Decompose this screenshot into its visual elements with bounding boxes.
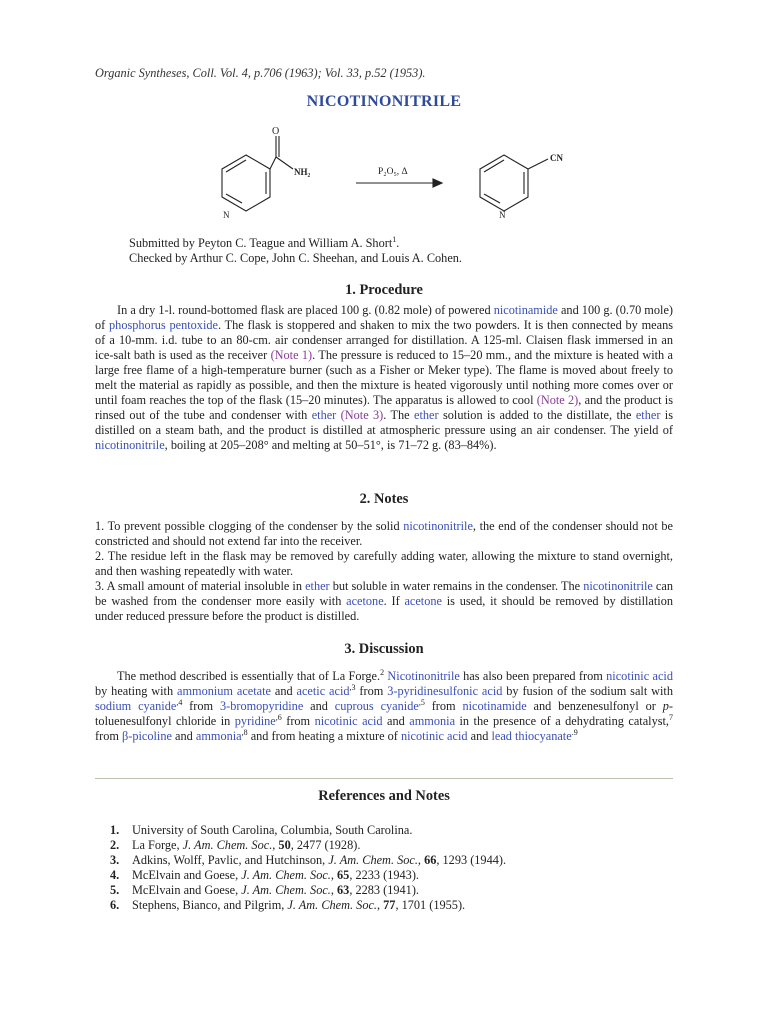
nicotinonitrile-structure (480, 155, 548, 211)
product-cyano-label: CN (550, 153, 563, 163)
link-nicotinonitrile[interactable]: Nicotinonitrile (387, 669, 460, 683)
link-acetic-acid[interactable]: acetic acid (296, 684, 350, 698)
link-note-1[interactable]: (Note 1) (270, 348, 313, 362)
submitted-by: Submitted by Peyton C. Teague and William A. Short$^1$. (129, 234, 400, 250)
link-nicotinonitrile[interactable]: nicotinonitrile (95, 438, 165, 452)
link-nicotinic-acid[interactable]: nicotinic acid (400, 729, 468, 743)
page-title: NICOTINONITRILE (306, 93, 462, 110)
link-3-bromopyridine[interactable]: 3-bromopyridine (219, 699, 304, 713)
link-ether[interactable]: ether (414, 408, 439, 422)
procedure-heading: 1. Procedure (345, 282, 423, 298)
reaction-scheme (190, 122, 590, 232)
note-2: 2. The residue left in the flask may be removed by carefully adding water, allowing the mixture to stand overnight, and then washing repeatedly with water. (95, 549, 673, 578)
link-nicotinonitrile[interactable]: nicotinonitrile (583, 579, 653, 593)
reactant-nitrogen-label: N (223, 210, 230, 220)
link-acetone[interactable]: acetone (346, 594, 384, 608)
reference-item: 6. Stephens, Bianco, and Pilgrim, J. Am. Chem. Soc., 77, 1701 (1955). (110, 898, 466, 912)
link-sodium-cyanide[interactable]: sodium cyanide (95, 699, 177, 713)
note-3: 3. A small amount of material insoluble in ether but soluble in water remains in the condenser. The nicotinonitrile can be washed from the condenser more easily with acetone. If acetone is used, it should be removed by distillation under reduced pressure before the product is distilled. (95, 579, 674, 623)
reference-item: 4. McElvain and Goese, J. Am. Chem. Soc., 65, 2233 (1943). (110, 868, 420, 882)
link-ammonia[interactable]: ammonia (409, 714, 456, 728)
references-heading: References and Notes (318, 788, 450, 804)
checked-by: Checked by Arthur C. Cope, John C. Sheehan, and Louis A. Cohen. (129, 251, 463, 265)
discussion-text: The method described is essentially that of La Forge.$^2$ Nicotinonitrile has also been prepared from nicotinic acid by heating with ammonium acetate and acetic acid$^{,3}$ from 3-pyridinesulfonic acid by fusion of the sodium salt with sodium cyanide$^{,4}$ from 3-bromopyridine and cuprous cyanide$^{,5}$ from nicotinamide and benzenesulfonyl or p-toluenesulfonyl chloride in pyridine$^{,6}$ from nicotinic acid and ammonia in the presence of a dehydrating catalyst,$^7$ from β-picoline and ammonia$^{,8}$ and from heating a mixture of nicotinic acid and lead thiocyanate$^{.9}$ (95, 667, 673, 743)
link-nicotinamide[interactable]: nicotinamide (493, 303, 558, 317)
link-beta-picoline[interactable]: β-picoline (121, 729, 172, 743)
reactant-amine-label: NH₂ (294, 167, 311, 177)
notes-heading: 2. Notes (359, 491, 409, 507)
reactant-oxygen-label: O (272, 126, 280, 137)
section-divider (95, 778, 673, 779)
link-ammonium-acetate[interactable]: ammonium acetate (176, 684, 271, 698)
link-pyridine[interactable]: pyridine (234, 714, 276, 728)
references-list (110, 823, 506, 913)
link-note-3[interactable]: (Note 3) (336, 408, 384, 422)
link-nicotinic-acid[interactable]: nicotinic acid (314, 714, 383, 728)
note-1: 1. To prevent possible clogging of the condenser by the solid nicotinonitrile, the end of the condenser should not be constricted and should not extend far into the receiver. (95, 519, 673, 548)
notes-list (95, 519, 673, 624)
link-ether[interactable]: ether (305, 579, 330, 593)
link-acetone[interactable]: acetone (404, 594, 442, 608)
product-nitrogen-label: N (499, 210, 506, 220)
nicotinamide-structure (222, 136, 293, 211)
link-3-pyridinesulfonic-acid[interactable]: 3-pyridinesulfonic acid (387, 684, 503, 698)
link-phosphorus-pentoxide[interactable]: phosphorus pentoxide (109, 318, 218, 332)
link-ether[interactable]: ether (311, 408, 337, 422)
reference-item: 2. La Forge, J. Am. Chem. Soc., 50, 2477 (1928). (110, 838, 361, 852)
reference-item: 3. Adkins, Wolff, Pavlic, and Hutchinson, J. Am. Chem. Soc., 66, 1293 (1944). (110, 853, 507, 867)
reference-item: 5. McElvain and Goese, J. Am. Chem. Soc., 63, 2283 (1941). (110, 883, 420, 897)
link-nicotinamide[interactable]: nicotinamide (462, 699, 527, 713)
link-nicotinonitrile[interactable]: nicotinonitrile (403, 519, 473, 533)
link-nicotinic-acid[interactable]: nicotinic acid (606, 669, 673, 683)
procedure-text: In a dry 1-l. round-bottomed flask are placed 100 g. (0.82 mole) of powered nicotinamide and 100 g. (0.70 mole) of phosphorus pentoxide. The flask is stoppered and shaken to mix the two powders. It is then connected by means of a 10-mm. i.d. tube to an 80-cm. air condenser arranged for distillation. A 125-ml. Claisen flask immersed in an ice-salt bath is used as the receiver (Note 1). The pressure is reduced to 15–20 mm., and the mixture is heated with a large free flame of a high-temperature burner (such as a Fisher or Meker type). The flame is moved about freely to melt the material as rapidly as possible, and then the mixture is heated vigorously until nothing more comes over or until foam reaches the top of the flask (15–20 minutes). The apparatus is allowed to cool (Note 2), and the product is rinsed out of the tube and condenser with ether (Note 3). The ether solution is added to the distillate, the ether is distilled on a steam bath, and the product is distilled at atmospheric pressure using an air condenser. The yield of nicotinonitrile, boiling at 205–208° and melting at 50–51°, is 71–72 g. (83–84%). (95, 303, 674, 452)
reaction-arrow (356, 179, 442, 187)
link-ether[interactable]: ether (635, 408, 661, 422)
link-note-2[interactable]: (Note 2) (536, 393, 579, 407)
reference-item: 1. University of South Carolina, Columbia, South Carolina. (110, 823, 413, 837)
submission-credits (129, 236, 462, 266)
reagent-label: P₂O₅, Δ (378, 167, 408, 177)
link-lead-thiocyanate[interactable]: lead thiocyanate (491, 729, 572, 743)
link-ammonia[interactable]: ammonia (195, 729, 242, 743)
link-cuprous-cyanide[interactable]: cuprous cyanide (334, 699, 419, 713)
discussion-heading: 3. Discussion (344, 641, 424, 657)
citation: Organic Syntheses, Coll. Vol. 4, p.706 (1963); Vol. 33, p.52 (1953). (95, 66, 426, 80)
